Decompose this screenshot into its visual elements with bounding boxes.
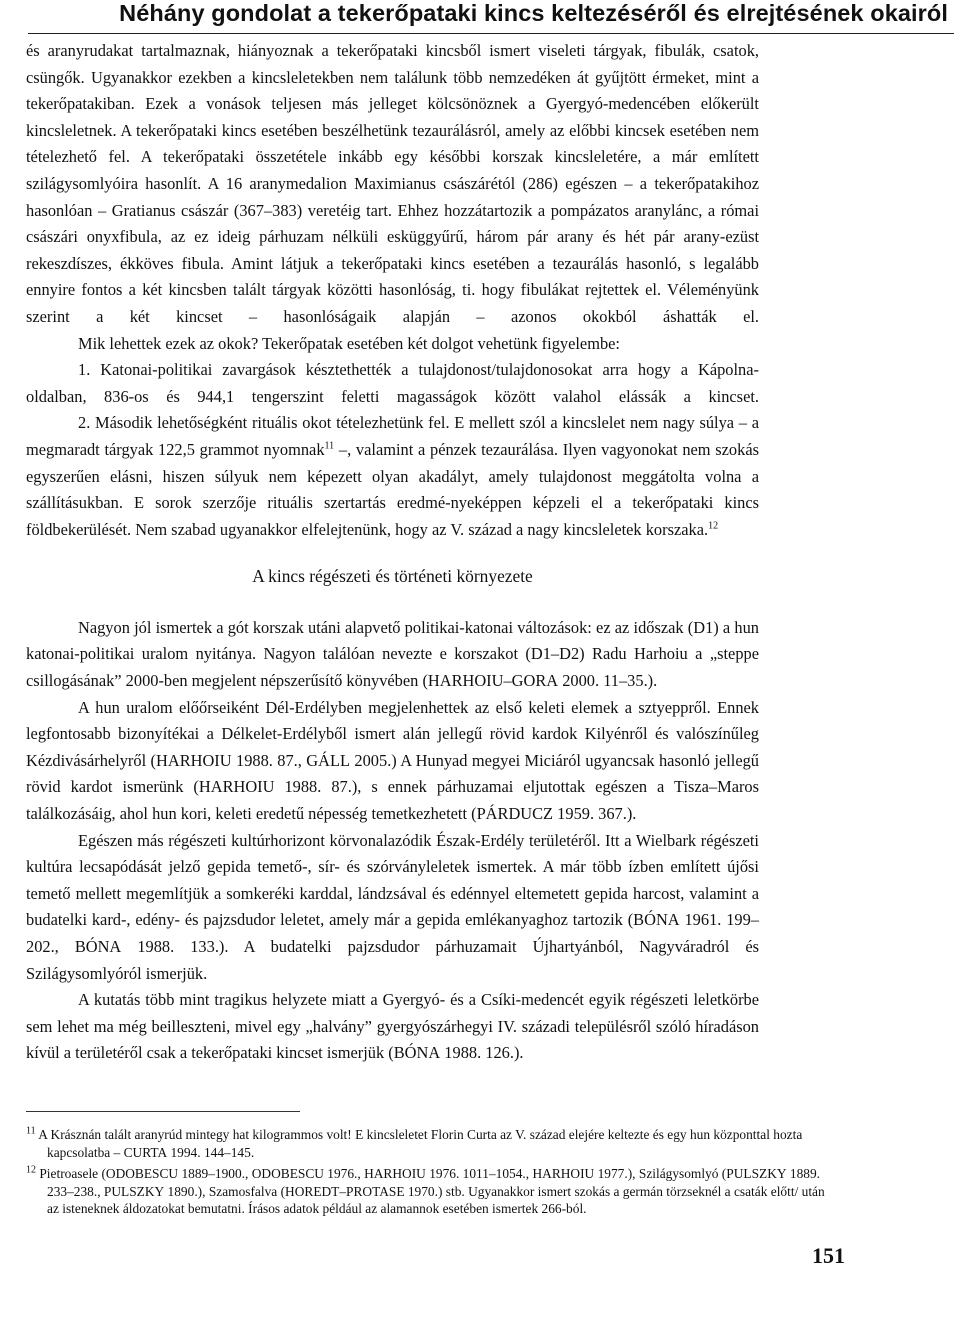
citation-author: HARHOIU xyxy=(532,1166,595,1182)
paragraph-text: A kutatás több mint tragikus helyzete miatt a Gyergyó- és a Csíki-medencét egyik régészeti leletkörbe sem lehet ma még beilleszteni, mivel egy „halvány” gyergyószárhegyi IV. századi településről szóló híradáson kívül a területéről csak a tekerőpataki kincset ismerjük ( xyxy=(26,990,759,1063)
citation-author: PULSZKY xyxy=(103,1183,165,1199)
list-item xyxy=(26,357,759,410)
paragraph-text: és aranyrudakat tartalmaznak, hiányoznak a tekerőpataki kincsből ismert viseleti tárgyak, fibulák, csatok, csüngők. Ugyanakkor ezekben a kincsleletekben nem találunk több nemzedéken át gyűjtött érmeket, mint a tekerőpatakiban. Ezek a vonások teljesen más jelleget kölcsönöznek a Gyergyó-medencében előkerült kincsleletnek. A tekerőpataki kincs esetében beszélhetünk tezaurálásról, amely az előbbi kincsek esetében nem tételezhető fel. A tekerőpataki összetétele inkább egy későbbi korszak kincsleletére, a már említett szilágysomlyóira hasonlít. A 16 aranymedalion Maximianus császárétól (286) egészen – a tekerőpatakihoz hasonlóan – Gratianus császár (367–383) veretéig tart. Ehhez hozzátartozik a pompázatos aranylánc, a római császári onyxfibula, az ez ideig párhuzam nélküli esküggyűrű, három pár arany és hét pár arany-ezüst rekeszdíszes, ékköves fibula. Amint látjuk a tekerőpataki kincs esetében a tezaurálás hasonló, s legalább ennyire fontos a két kincsben talált tárgyak közötti hasonlóság, ti. hogy fibulákat rejtettek el. Véleményünk szerint a két kincset – hasonlóságaik alapján – azonos okokból áshatták el. xyxy=(26,41,759,326)
paragraph xyxy=(26,695,759,828)
footnote-text: A Krásznán talált aranyrúd mintegy hat kilogrammos volt! E kincsleletet Florin Curta az V. század elejére keltezte és egy hun központtal hozta kapcsolatba – xyxy=(38,1127,803,1160)
paragraph-text: Mik lehettek ezek az okok? Tekerőpatak esetében két dolgot vehetünk figyelembe: xyxy=(78,333,620,353)
running-header-title: Néhány gondolat a tekerőpataki kincs keltezéséről és elrejtésének okairól xyxy=(119,0,948,26)
paragraph-text: 1988. 87.), s ennek párhuzamai eljutottak egészen a Tisza–Maros találkozásáig, ahol hun kori, keleti eredetű népesség temetkezhetett ( xyxy=(26,777,759,824)
paragraph-text: Nagyon jól ismertek a gót korszak utáni alapvető politikai-katonai változások: ez az időszak (D1) a hun katonai-politikai uralom nyitánya. Nagyon találóan nevezte e korszakot (D1–D2) Radu Harhoiu a „steppe csillogásának” 2000-ben megjelent népszerűsítő könyvében ( xyxy=(26,617,759,691)
footnote xyxy=(26,1126,838,1161)
footnote-ref: 11 xyxy=(324,440,335,452)
section-heading-text: A kincs régészeti és történeti környezete xyxy=(252,566,533,587)
body-text xyxy=(26,38,759,1067)
paragraph-text: 1988. 133.). A budatelki pajzsdudor párhuzamait Újhartyánból, Nagyváradról és Szilágysomlyóról ismerjük. xyxy=(26,937,759,983)
footnote-number: 11 xyxy=(26,1125,36,1137)
citation-author: ODOBESCU xyxy=(105,1166,179,1182)
paragraph-text: 2000. 11–35.). xyxy=(558,671,658,691)
footnote-text: 1977.), Szilágysomlyó ( xyxy=(594,1166,727,1182)
citation-author: BÓNA xyxy=(393,1043,441,1063)
list-item xyxy=(26,410,759,543)
footnote-text: 1976., xyxy=(323,1166,365,1182)
footnote-text: 1970.) stb. Ugyanakkor ismert szokás a germán törzseknél a csaták előtt/ után az isteneknek áldozatokat bemutatni. Írásos adatok például az alamannok esetében ismertek 266-ból. xyxy=(47,1183,825,1217)
citation-author: HARHOIU–GORA xyxy=(427,671,559,691)
citation-author: ODOBESCU xyxy=(251,1166,324,1182)
citation-author: BÓNA xyxy=(633,910,680,930)
footnote-separator xyxy=(26,1111,300,1112)
page-number: 151 xyxy=(812,1243,845,1268)
footnote-text: 1889. 233–238., xyxy=(47,1166,821,1199)
citation-author: PULSZKY xyxy=(726,1166,787,1182)
footnote xyxy=(26,1165,838,1218)
paragraph xyxy=(26,987,759,1067)
paragraph-text: 1959. 367.). xyxy=(553,804,637,824)
footnote-text: 1890.), Szamosfalva ( xyxy=(164,1183,286,1199)
footnote-text: 1994. 144–145. xyxy=(167,1144,255,1160)
citation-author: PÁRDUCZ xyxy=(476,804,554,824)
paragraph-text: 1988. 87., xyxy=(231,750,307,770)
header-rule xyxy=(28,33,954,34)
citation-author: HARHOIU xyxy=(364,1166,426,1182)
citation-author: HARHOIU xyxy=(156,750,232,770)
citation-author: HOREDT–PROTASE xyxy=(285,1183,405,1199)
footnote-text: 1976. 1011–1054., xyxy=(425,1166,533,1182)
section-heading xyxy=(26,563,759,590)
paragraph-text: A hun uralom előőrseiként Dél-Erdélyben megjelenhettek az első keleti elemek a sztyeppről. Ennek legfontosabb bizonyítékai a Délkelet-Erdélyből ismert alán jellegű rövid kardok Kilyénről és valószínűleg Kézdivásárhelyről ( xyxy=(26,697,759,770)
list-item-text: 1. Katonai-politikai zavargások késztethették a tulajdonost/tulajdonosokat arra hogy a Kápolna-oldalban, 836-os és 944,1 tengerszint feletti magasságok között valahol elássák a kincset. xyxy=(26,360,759,406)
paragraph xyxy=(26,615,759,695)
list-item-text: 2. Második lehetőségként rituális okot tételezhetünk fel. E mellett szól a kincslelet nem nagy súlya – a megmaradt tárgyak 122,5 grammot nyomnak xyxy=(26,413,759,459)
footnotes xyxy=(26,1126,838,1222)
paragraph-text: 2005.) A Hunyad megyei Miciáról ugyancsak hasonló jellegű rövid kardot ismerünk ( xyxy=(26,750,759,797)
paragraph-text: 1961. 199–202., xyxy=(26,910,760,956)
footnote-ref: 12 xyxy=(708,520,719,532)
paragraph-text: Egészen más régészeti kultúrhorizont körvonalazódik Észak-Erdély területéről. Itt a Wielbark régészeti kultúra lecsapódását jelző gepida temető-, sír- és szórványleletek ismertek. A már több ízben említett újősi temető mellett megemlítjük a somkeréki karddal, lándzsával és edénnyel eltemetett gepida harcost, valamint a budatelki kard-, edény- és pajzsdudor leletet, amely már a gepida emlékanyaghoz tartozik ( xyxy=(26,830,759,930)
citation-author: HARHOIU xyxy=(198,777,275,797)
footnote-number: 12 xyxy=(26,1164,36,1176)
list-item-text: –, valamint a pénzek tezaurálása. Ilyen vagyonokat nem szokás egyszerűen elásni, hiszen súlyuk nem képezett olyan akadályt, amely tulajdonost meggátolta volna a szállításukban. E sorok szerzője rituális szertartás eredmé-nyeképpen képzeli el a tekerőpataki kincs földbekerülését. Nem szabad ugyanakkor elfelejtenünk, hogy az V. század a nagy kincsleletek korszaka. xyxy=(26,439,759,539)
citation-author: GÁLL xyxy=(306,750,350,770)
paragraph xyxy=(26,331,759,358)
footnote-text: Pietroasele ( xyxy=(39,1166,106,1182)
paragraph xyxy=(26,38,759,331)
citation-author: BÓNA xyxy=(74,937,122,956)
paragraph xyxy=(26,828,759,988)
footnote-text: 1889–1900., xyxy=(178,1166,252,1182)
paragraph-text: 1988. 126.). xyxy=(440,1043,524,1063)
citation-author: CURTA xyxy=(123,1144,168,1160)
running-header xyxy=(0,0,960,42)
